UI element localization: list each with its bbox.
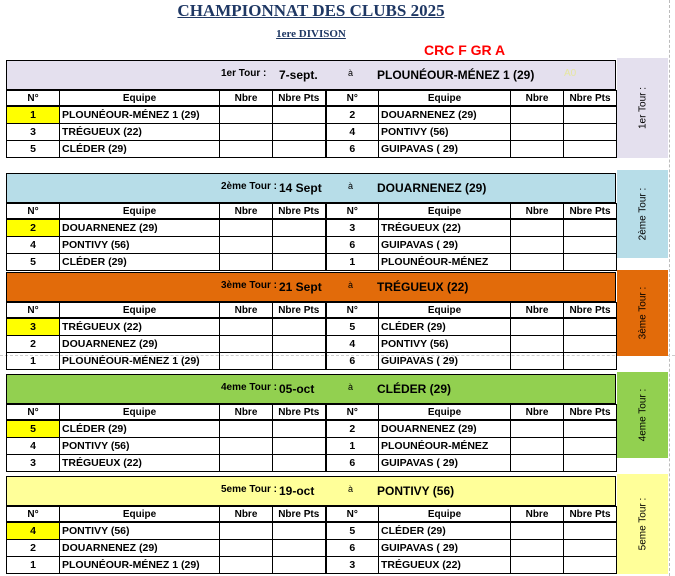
table-header-row bbox=[7, 405, 617, 421]
table-row bbox=[7, 438, 617, 455]
column-header-nbre: Nbre bbox=[220, 204, 273, 220]
column-header-equipe: Equipe bbox=[60, 204, 220, 220]
column-header-nbre-pts: Nbre Pts bbox=[564, 204, 617, 220]
tour-header bbox=[6, 272, 616, 302]
team-number: 1 bbox=[7, 353, 60, 370]
table-row bbox=[7, 254, 617, 271]
team-number: 2 bbox=[7, 540, 60, 557]
nbre-pts-cell bbox=[273, 353, 326, 370]
team-name: CLÉDER (29) bbox=[60, 420, 220, 438]
team-name: CLÉDER (29) bbox=[379, 318, 511, 336]
team-number: 4 bbox=[7, 438, 60, 455]
tour-side-text: 4eme Tour : bbox=[637, 388, 648, 442]
tour-label: 1er Tour : bbox=[221, 68, 267, 79]
nbre-cell bbox=[220, 141, 273, 158]
nbre-pts-cell bbox=[273, 219, 326, 237]
team-name: GUIPAVAS ( 29) bbox=[379, 540, 511, 557]
tour-venue: CLÉDER (29) bbox=[377, 382, 452, 396]
table-row bbox=[7, 455, 617, 472]
nbre-cell bbox=[220, 540, 273, 557]
nbre-cell bbox=[511, 353, 564, 370]
team-name: GUIPAVAS ( 29) bbox=[379, 455, 511, 472]
table-row bbox=[7, 318, 617, 336]
nbre-pts-cell bbox=[273, 420, 326, 438]
matches-table bbox=[6, 506, 617, 574]
table-row bbox=[7, 353, 617, 370]
nbre-cell bbox=[220, 254, 273, 271]
table-row bbox=[7, 141, 617, 158]
column-header-num: N° bbox=[326, 303, 379, 319]
tour-label: 4eme Tour : bbox=[221, 382, 277, 393]
column-header-nbre: Nbre bbox=[511, 405, 564, 421]
tour-side-label bbox=[617, 270, 668, 356]
nbre-cell bbox=[220, 336, 273, 353]
table-header-row bbox=[7, 91, 617, 107]
table-row bbox=[7, 237, 617, 254]
nbre-cell bbox=[511, 141, 564, 158]
nbre-pts-cell bbox=[273, 124, 326, 141]
nbre-cell bbox=[511, 522, 564, 540]
nbre-pts-cell bbox=[273, 540, 326, 557]
team-name: TRÉGUEUX (22) bbox=[60, 124, 220, 141]
column-header-nbre: Nbre bbox=[511, 507, 564, 523]
table-row bbox=[7, 124, 617, 141]
nbre-pts-cell bbox=[564, 219, 617, 237]
nbre-cell bbox=[511, 540, 564, 557]
nbre-cell bbox=[220, 420, 273, 438]
team-name: PLOUNÉOUR-MÉNEZ 1 (29) bbox=[60, 353, 220, 370]
column-header-equipe: Equipe bbox=[379, 507, 511, 523]
column-header-nbre: Nbre bbox=[511, 91, 564, 107]
team-number: 3 bbox=[326, 219, 379, 237]
team-number: 3 bbox=[7, 455, 60, 472]
nbre-cell bbox=[220, 318, 273, 336]
team-number: 4 bbox=[326, 124, 379, 141]
team-name: PONTIVY (56) bbox=[60, 522, 220, 540]
column-header-num: N° bbox=[326, 91, 379, 107]
tour-date: 14 Sept bbox=[279, 181, 322, 195]
tour-header bbox=[6, 374, 616, 404]
tour-note: A0 bbox=[564, 68, 577, 79]
nbre-cell bbox=[511, 124, 564, 141]
team-number: 2 bbox=[326, 106, 379, 124]
tour-venue: TRÉGUEUX (22) bbox=[377, 280, 469, 294]
column-header-nbre-pts: Nbre Pts bbox=[564, 303, 617, 319]
table-row bbox=[7, 540, 617, 557]
column-header-equipe: Equipe bbox=[379, 405, 511, 421]
column-header-num: N° bbox=[7, 405, 60, 421]
team-name: DOUARNENEZ (29) bbox=[379, 420, 511, 438]
nbre-cell bbox=[511, 318, 564, 336]
team-name: CLÉDER (29) bbox=[60, 141, 220, 158]
column-header-equipe: Equipe bbox=[60, 303, 220, 319]
team-number: 5 bbox=[326, 522, 379, 540]
team-name: CLÉDER (29) bbox=[60, 254, 220, 271]
nbre-cell bbox=[220, 219, 273, 237]
nbre-pts-cell bbox=[273, 455, 326, 472]
nbre-cell bbox=[511, 420, 564, 438]
team-name: PLOUNÉOUR-MÉNEZ bbox=[379, 254, 511, 271]
team-number: 5 bbox=[7, 420, 60, 438]
column-header-nbre-pts: Nbre Pts bbox=[564, 91, 617, 107]
table-header-row bbox=[7, 507, 617, 523]
team-number: 6 bbox=[326, 540, 379, 557]
table-row bbox=[7, 106, 617, 124]
page-break-vertical bbox=[669, 0, 670, 576]
table-row bbox=[7, 420, 617, 438]
nbre-cell bbox=[511, 455, 564, 472]
nbre-cell bbox=[220, 106, 273, 124]
tour-date: 7-sept. bbox=[279, 68, 318, 82]
matches-table bbox=[6, 404, 617, 472]
nbre-pts-cell bbox=[564, 540, 617, 557]
tour-at: à bbox=[348, 181, 354, 191]
nbre-pts-cell bbox=[564, 141, 617, 158]
nbre-pts-cell bbox=[564, 237, 617, 254]
nbre-pts-cell bbox=[273, 336, 326, 353]
tour-side-label bbox=[617, 372, 668, 458]
nbre-pts-cell bbox=[564, 420, 617, 438]
column-header-nbre-pts: Nbre Pts bbox=[564, 405, 617, 421]
column-header-num: N° bbox=[7, 91, 60, 107]
team-number: 2 bbox=[7, 336, 60, 353]
nbre-cell bbox=[511, 336, 564, 353]
team-number: 4 bbox=[7, 237, 60, 254]
nbre-pts-cell bbox=[273, 522, 326, 540]
nbre-cell bbox=[511, 557, 564, 574]
nbre-pts-cell bbox=[564, 254, 617, 271]
column-header-nbre: Nbre bbox=[220, 405, 273, 421]
team-name: PLOUNÉOUR-MÉNEZ bbox=[379, 438, 511, 455]
column-header-nbre-pts: Nbre Pts bbox=[273, 303, 326, 319]
nbre-pts-cell bbox=[273, 237, 326, 254]
column-header-equipe: Equipe bbox=[379, 303, 511, 319]
tour-label: 2ème Tour : bbox=[221, 181, 277, 192]
tour-date: 05-oct bbox=[279, 382, 315, 396]
team-number: 3 bbox=[7, 318, 60, 336]
team-name: DOUARNENEZ (29) bbox=[60, 540, 220, 557]
team-name: TRÉGUEUX (22) bbox=[60, 318, 220, 336]
team-number: 1 bbox=[7, 106, 60, 124]
team-number: 5 bbox=[326, 318, 379, 336]
team-name: PONTIVY (56) bbox=[60, 237, 220, 254]
matches-table bbox=[6, 203, 617, 271]
team-name: PONTIVY (56) bbox=[379, 124, 511, 141]
team-name: CLÉDER (29) bbox=[379, 522, 511, 540]
tour-venue: DOUARNENEZ (29) bbox=[377, 181, 487, 195]
nbre-cell bbox=[220, 557, 273, 574]
tour-side-text: 3ème Tour : bbox=[637, 286, 648, 340]
column-header-equipe: Equipe bbox=[60, 91, 220, 107]
team-name: PONTIVY (56) bbox=[379, 336, 511, 353]
nbre-pts-cell bbox=[564, 318, 617, 336]
tour-venue: PLOUNÉOUR-MÉNEZ 1 (29) bbox=[377, 68, 535, 82]
tour-label: 3ème Tour : bbox=[221, 280, 277, 291]
nbre-pts-cell bbox=[564, 557, 617, 574]
nbre-pts-cell bbox=[564, 106, 617, 124]
nbre-pts-cell bbox=[564, 438, 617, 455]
tour-venue: PONTIVY (56) bbox=[377, 484, 455, 498]
column-header-nbre: Nbre bbox=[220, 303, 273, 319]
tour-at: à bbox=[348, 382, 354, 392]
nbre-pts-cell bbox=[273, 106, 326, 124]
tour-at: à bbox=[348, 484, 354, 494]
team-number: 2 bbox=[7, 219, 60, 237]
table-header-row bbox=[7, 303, 617, 319]
tour-date: 21 Sept bbox=[279, 280, 322, 294]
team-number: 3 bbox=[326, 557, 379, 574]
team-number: 2 bbox=[326, 420, 379, 438]
team-number: 1 bbox=[7, 557, 60, 574]
column-header-num: N° bbox=[326, 204, 379, 220]
column-header-equipe: Equipe bbox=[60, 405, 220, 421]
tour-side-label bbox=[617, 474, 668, 574]
table-row bbox=[7, 336, 617, 353]
nbre-cell bbox=[220, 438, 273, 455]
team-number: 1 bbox=[326, 254, 379, 271]
tour-side-text: 2ème Tour : bbox=[637, 187, 648, 241]
team-number: 6 bbox=[326, 237, 379, 254]
matches-table bbox=[6, 302, 617, 370]
nbre-cell bbox=[220, 237, 273, 254]
nbre-pts-cell bbox=[564, 124, 617, 141]
column-header-nbre-pts: Nbre Pts bbox=[273, 91, 326, 107]
column-header-num: N° bbox=[7, 507, 60, 523]
column-header-num: N° bbox=[326, 507, 379, 523]
team-name: DOUARNENEZ (29) bbox=[60, 219, 220, 237]
team-number: 3 bbox=[7, 124, 60, 141]
nbre-pts-cell bbox=[564, 455, 617, 472]
team-name: GUIPAVAS ( 29) bbox=[379, 141, 511, 158]
team-number: 4 bbox=[326, 336, 379, 353]
table-header-row bbox=[7, 204, 617, 220]
nbre-pts-cell bbox=[273, 438, 326, 455]
column-header-nbre: Nbre bbox=[511, 303, 564, 319]
tour-at: à bbox=[348, 68, 354, 78]
column-header-nbre: Nbre bbox=[220, 507, 273, 523]
group-label: CRC F GR A bbox=[424, 42, 506, 58]
column-header-nbre-pts: Nbre Pts bbox=[273, 405, 326, 421]
table-row bbox=[7, 557, 617, 574]
nbre-cell bbox=[511, 237, 564, 254]
nbre-cell bbox=[511, 254, 564, 271]
team-name: PLOUNÉOUR-MÉNEZ 1 (29) bbox=[60, 557, 220, 574]
division-subtitle: 1ere DIVISON bbox=[276, 28, 346, 40]
nbre-cell bbox=[220, 124, 273, 141]
nbre-pts-cell bbox=[273, 254, 326, 271]
tour-side-label bbox=[617, 58, 668, 158]
nbre-pts-cell bbox=[564, 353, 617, 370]
team-number: 5 bbox=[7, 141, 60, 158]
nbre-cell bbox=[220, 353, 273, 370]
team-name: TRÉGUEUX (22) bbox=[379, 219, 511, 237]
column-header-nbre: Nbre bbox=[511, 204, 564, 220]
nbre-pts-cell bbox=[273, 141, 326, 158]
tour-header bbox=[6, 173, 616, 203]
tour-date: 19-oct bbox=[279, 484, 315, 498]
tour-side-text: 1er Tour : bbox=[637, 86, 648, 130]
nbre-pts-cell bbox=[273, 557, 326, 574]
table-row bbox=[7, 522, 617, 540]
column-header-num: N° bbox=[7, 204, 60, 220]
nbre-pts-cell bbox=[273, 318, 326, 336]
team-name: DOUARNENEZ (29) bbox=[60, 336, 220, 353]
column-header-equipe: Equipe bbox=[379, 204, 511, 220]
team-name: TRÉGUEUX (22) bbox=[379, 557, 511, 574]
tour-side-text: 5eme Tour : bbox=[637, 497, 648, 551]
column-header-nbre-pts: Nbre Pts bbox=[564, 507, 617, 523]
team-number: 6 bbox=[326, 141, 379, 158]
team-name: GUIPAVAS ( 29) bbox=[379, 237, 511, 254]
team-name: DOUARNENEZ (29) bbox=[379, 106, 511, 124]
team-number: 6 bbox=[326, 455, 379, 472]
team-name: GUIPAVAS ( 29) bbox=[379, 353, 511, 370]
tour-header bbox=[6, 60, 616, 90]
column-header-equipe: Equipe bbox=[60, 507, 220, 523]
nbre-cell bbox=[511, 438, 564, 455]
column-header-num: N° bbox=[7, 303, 60, 319]
team-number: 6 bbox=[326, 353, 379, 370]
team-name: PONTIVY (56) bbox=[60, 438, 220, 455]
nbre-cell bbox=[511, 106, 564, 124]
nbre-cell bbox=[511, 219, 564, 237]
column-header-nbre: Nbre bbox=[220, 91, 273, 107]
page-title: CHAMPIONNAT DES CLUBS 2025 bbox=[177, 1, 445, 20]
team-name: PLOUNÉOUR-MÉNEZ 1 (29) bbox=[60, 106, 220, 124]
team-name: TRÉGUEUX (22) bbox=[60, 455, 220, 472]
team-number: 5 bbox=[7, 254, 60, 271]
column-header-equipe: Equipe bbox=[379, 91, 511, 107]
tour-side-label bbox=[617, 170, 668, 258]
nbre-pts-cell bbox=[564, 522, 617, 540]
matches-table bbox=[6, 90, 617, 158]
column-header-num: N° bbox=[326, 405, 379, 421]
tour-header bbox=[6, 476, 616, 506]
team-number: 1 bbox=[326, 438, 379, 455]
tour-at: à bbox=[348, 280, 354, 290]
nbre-pts-cell bbox=[564, 336, 617, 353]
nbre-cell bbox=[220, 522, 273, 540]
column-header-nbre-pts: Nbre Pts bbox=[273, 204, 326, 220]
team-number: 4 bbox=[7, 522, 60, 540]
nbre-cell bbox=[220, 455, 273, 472]
tour-label: 5eme Tour : bbox=[221, 484, 277, 495]
table-row bbox=[7, 219, 617, 237]
column-header-nbre-pts: Nbre Pts bbox=[273, 507, 326, 523]
